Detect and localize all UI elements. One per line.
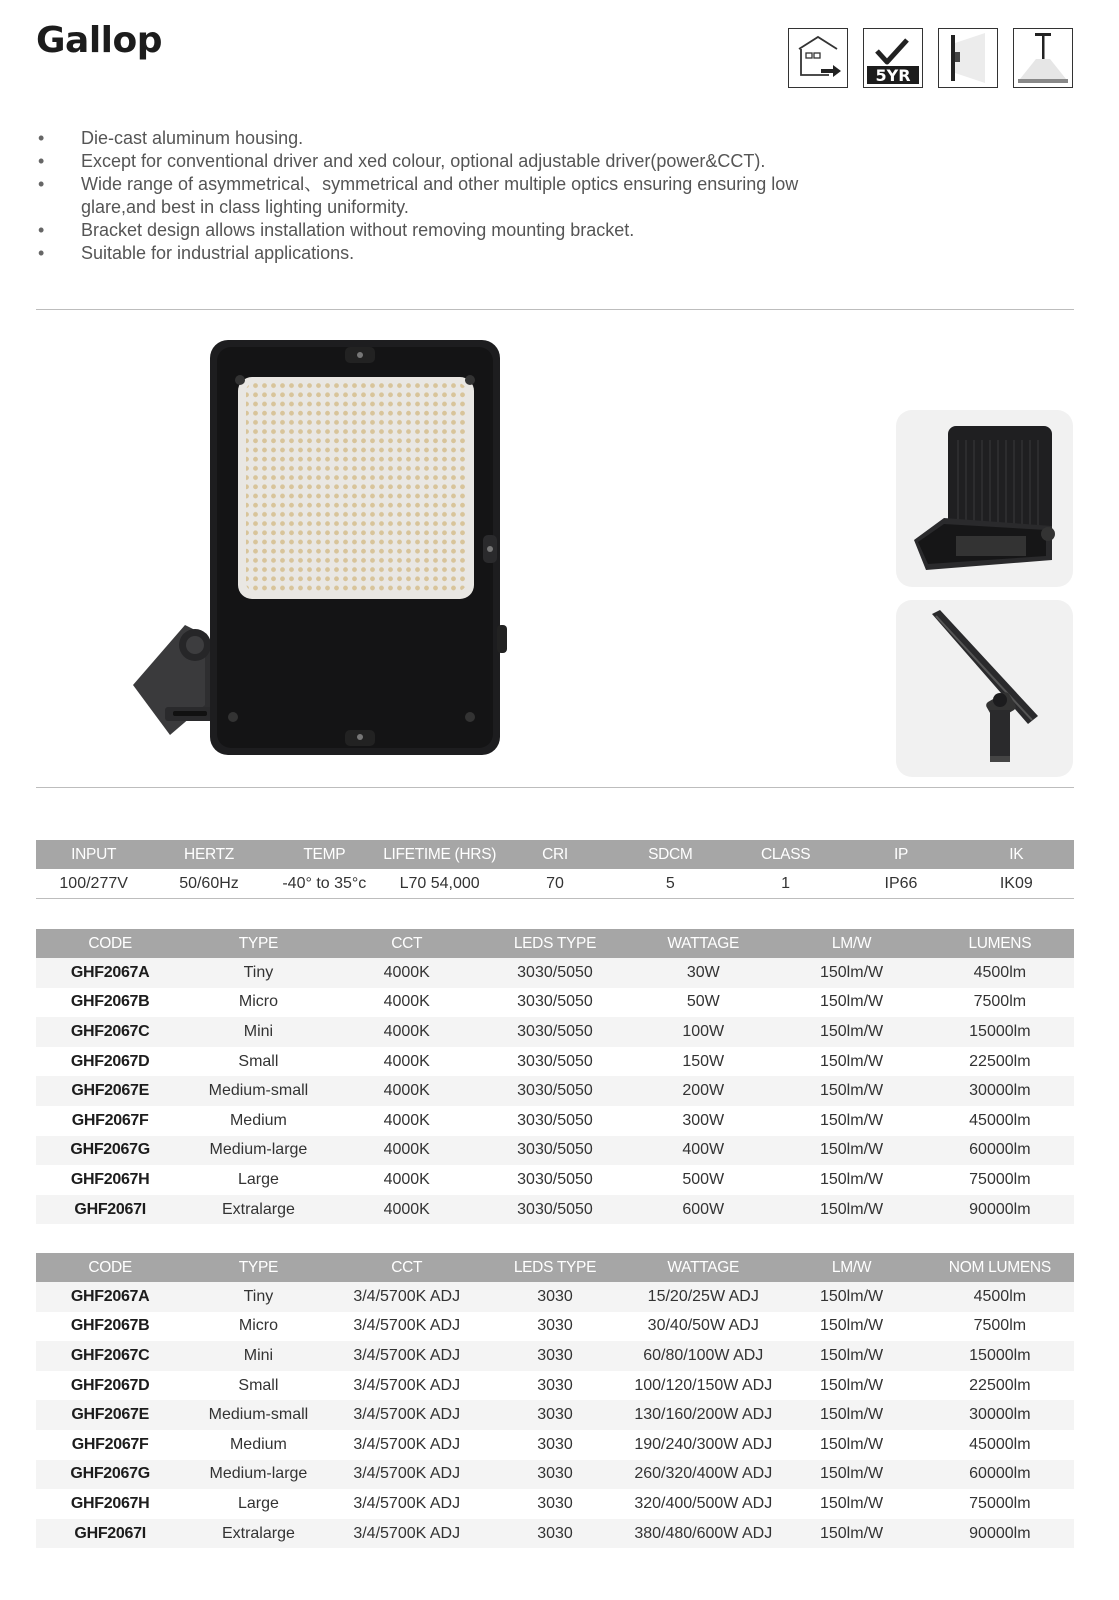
table-cell: 4000K <box>333 1106 481 1136</box>
column-header: CCT <box>333 1253 481 1282</box>
model-code-cell: GHF2067C <box>36 1017 184 1047</box>
table-cell: 4000K <box>333 988 481 1018</box>
table-cell: 150lm/W <box>777 1400 925 1430</box>
list-item: • Wide range of asymmetrical、symmetrical and other multiple optics ensuring ensuring low glare,and best in class lighting uniformity. <box>36 173 836 219</box>
table-cell: 75000lm <box>926 1489 1074 1519</box>
table-cell: 3030 <box>481 1341 629 1371</box>
table-cell: 150W <box>629 1047 777 1077</box>
floodlight-side-image <box>896 600 1073 777</box>
model-code-cell: GHF2067G <box>36 1460 184 1490</box>
model-code-cell: GHF2067D <box>36 1047 184 1077</box>
table-cell: 3/4/5700K ADJ <box>333 1400 481 1430</box>
table-cell: 100/277V <box>59 875 128 892</box>
table-cell: 100W <box>629 1017 777 1047</box>
table-cell: IK09 <box>999 875 1033 892</box>
table-cell: 4000K <box>333 1165 481 1195</box>
table-cell: 150lm/W <box>777 1519 925 1549</box>
table-cell: 45000lm <box>926 1106 1074 1136</box>
model-code-cell: GHF2067B <box>36 988 184 1018</box>
table-cell: Medium-large <box>184 1460 332 1490</box>
table-cell: 200W <box>629 1076 777 1106</box>
column-header: CODE <box>36 1253 184 1282</box>
table-cell: 30000lm <box>926 1076 1074 1106</box>
column-header: LUMENS <box>926 929 1074 958</box>
divider <box>36 309 1074 310</box>
table-cell: Extralarge <box>184 1519 332 1549</box>
table-cell: 3030/5050 <box>481 1165 629 1195</box>
table-cell: 30/40/50W ADJ <box>629 1312 777 1342</box>
table-cell: 3030/5050 <box>481 1017 629 1047</box>
column-header: NOM LUMENS <box>926 1253 1074 1282</box>
column-header: LIFETIME (HRS) <box>382 840 497 869</box>
warranty-badge <box>863 28 923 88</box>
model-code-cell: GHF2067E <box>36 1076 184 1106</box>
table-row <box>36 1312 1074 1342</box>
table-cell: 15000lm <box>926 1017 1074 1047</box>
table-row <box>36 1519 1074 1549</box>
table-cell: Extralarge <box>184 1195 332 1225</box>
table-row <box>36 1341 1074 1371</box>
column-header: SDCM <box>613 840 728 869</box>
table-cell: Medium <box>184 1430 332 1460</box>
table-cell: 3030 <box>481 1282 629 1312</box>
table-cell: 3/4/5700K ADJ <box>333 1312 481 1342</box>
table-cell: 150lm/W <box>777 1136 925 1166</box>
table-row <box>36 1076 1074 1106</box>
table-cell: 190/240/300W ADJ <box>629 1430 777 1460</box>
table-cell: 3030/5050 <box>481 988 629 1018</box>
table-cell: 60/80/100W ADJ <box>629 1341 777 1371</box>
table-cell: 3/4/5700K ADJ <box>333 1430 481 1460</box>
table-row <box>36 869 1074 899</box>
table-cell: 500W <box>629 1165 777 1195</box>
table-cell: Mini <box>184 1341 332 1371</box>
table-cell: 1 <box>781 875 791 892</box>
table-cell: 22500lm <box>926 1047 1074 1077</box>
table-cell: 5 <box>665 875 675 892</box>
column-header: CLASS <box>728 840 843 869</box>
table-cell: 50W <box>629 988 777 1018</box>
table-cell: 50/60Hz <box>179 875 239 892</box>
table-row <box>36 1165 1074 1195</box>
table-cell: L70 54,000 <box>399 875 480 892</box>
table-cell: 3/4/5700K ADJ <box>333 1282 481 1312</box>
table-cell: 320/400/500W ADJ <box>629 1489 777 1519</box>
model-table-fixed <box>36 929 1074 1224</box>
table-cell: 45000lm <box>926 1430 1074 1460</box>
table-cell: 150lm/W <box>777 1282 925 1312</box>
table-header-row <box>36 1253 1074 1282</box>
table-cell: Small <box>184 1047 332 1077</box>
table-cell: -40° to 35°c <box>282 875 367 892</box>
table-cell: 150lm/W <box>777 1195 925 1225</box>
model-code-cell: GHF2067I <box>36 1195 184 1225</box>
pole-mount-icon <box>1013 28 1073 88</box>
table-cell: 7500lm <box>926 1312 1074 1342</box>
model-code-cell: GHF2067B <box>36 1312 184 1342</box>
table-cell: 3030 <box>481 1371 629 1401</box>
table-cell: 4500lm <box>926 958 1074 988</box>
table-cell: 150lm/W <box>777 1341 925 1371</box>
table-cell: 260/320/400W ADJ <box>629 1460 777 1490</box>
table-cell: 3/4/5700K ADJ <box>333 1371 481 1401</box>
table-row <box>36 1282 1074 1312</box>
list-item: • Suitable for industrial applications. <box>36 242 1086 265</box>
table-cell: 3030/5050 <box>481 1047 629 1077</box>
page-title: Gallop <box>36 20 163 61</box>
column-header: TYPE <box>184 1253 332 1282</box>
table-cell: 15000lm <box>926 1341 1074 1371</box>
table-cell: 3030 <box>481 1430 629 1460</box>
table-cell: 70 <box>546 875 564 892</box>
table-row <box>36 1047 1074 1077</box>
table-cell: 60000lm <box>926 1136 1074 1166</box>
table-cell: 7500lm <box>926 988 1074 1018</box>
warranty-check-icon <box>877 40 907 62</box>
table-cell: 3030/5050 <box>481 958 629 988</box>
table-cell: 400W <box>629 1136 777 1166</box>
table-cell: 150lm/W <box>777 1106 925 1136</box>
model-code-cell: GHF2067C <box>36 1341 184 1371</box>
divider <box>36 898 1074 899</box>
table-cell: 3030/5050 <box>481 1106 629 1136</box>
table-cell: 100/120/150W ADJ <box>629 1371 777 1401</box>
column-header: IP <box>843 840 958 869</box>
table-cell: 4000K <box>333 1017 481 1047</box>
table-row <box>36 1489 1074 1519</box>
table-cell: 3030/5050 <box>481 1136 629 1166</box>
table-cell: 150lm/W <box>777 1430 925 1460</box>
table-cell: 150lm/W <box>777 1076 925 1106</box>
table-cell: 150lm/W <box>777 958 925 988</box>
certification-badges <box>788 28 1073 88</box>
table-cell: 3/4/5700K ADJ <box>333 1341 481 1371</box>
model-code-cell: GHF2067G <box>36 1136 184 1166</box>
table-cell: 90000lm <box>926 1519 1074 1549</box>
warranty-label: 5YR <box>875 66 911 85</box>
model-code-cell: GHF2067F <box>36 1430 184 1460</box>
table-cell: 60000lm <box>926 1460 1074 1490</box>
table-cell: 30000lm <box>926 1400 1074 1430</box>
table-cell: Large <box>184 1165 332 1195</box>
table-cell: 3030 <box>481 1400 629 1430</box>
column-header: TYPE <box>184 929 332 958</box>
table-cell: 600W <box>629 1195 777 1225</box>
table-cell: 4500lm <box>926 1282 1074 1312</box>
column-header: INPUT <box>36 840 151 869</box>
table-cell: 3030 <box>481 1312 629 1342</box>
table-cell: 380/480/600W ADJ <box>629 1519 777 1549</box>
table-cell: Tiny <box>184 1282 332 1312</box>
column-header: HERTZ <box>151 840 266 869</box>
wall-mount-icon <box>938 28 998 88</box>
table-row <box>36 1136 1074 1166</box>
column-header: CCT <box>333 929 481 958</box>
column-header: LM/W <box>777 1253 925 1282</box>
list-item: • Bracket design allows installation without removing mounting bracket. <box>36 219 1086 242</box>
table-cell: Micro <box>184 988 332 1018</box>
table-header-row <box>36 929 1074 958</box>
model-code-cell: GHF2067H <box>36 1489 184 1519</box>
table-row <box>36 1371 1074 1401</box>
table-cell: Medium-small <box>184 1076 332 1106</box>
column-header: TEMP <box>267 840 382 869</box>
table-cell: 22500lm <box>926 1371 1074 1401</box>
table-cell: 150lm/W <box>777 1017 925 1047</box>
model-code-cell: GHF2067A <box>36 1282 184 1312</box>
column-header: WATTAGE <box>629 929 777 958</box>
table-row <box>36 1460 1074 1490</box>
table-cell: Mini <box>184 1017 332 1047</box>
table-cell: 75000lm <box>926 1165 1074 1195</box>
table-cell: 130/160/200W ADJ <box>629 1400 777 1430</box>
table-cell: 3030 <box>481 1460 629 1490</box>
table-cell: 150lm/W <box>777 1489 925 1519</box>
model-code-cell: GHF2067E <box>36 1400 184 1430</box>
column-header: CRI <box>497 840 612 869</box>
indoor-outdoor-icon <box>788 28 848 88</box>
column-header: LEDS TYPE <box>481 1253 629 1282</box>
table-cell: 300W <box>629 1106 777 1136</box>
column-header: IK <box>959 840 1074 869</box>
column-header: LEDS TYPE <box>481 929 629 958</box>
table-cell: 30W <box>629 958 777 988</box>
table-header-row <box>36 840 1074 869</box>
table-cell: 4000K <box>333 1076 481 1106</box>
table-row <box>36 1106 1074 1136</box>
table-cell: 4000K <box>333 958 481 988</box>
table-cell: Medium <box>184 1106 332 1136</box>
table-row <box>36 1195 1074 1225</box>
table-cell: 90000lm <box>926 1195 1074 1225</box>
model-code-cell: GHF2067D <box>36 1371 184 1401</box>
table-cell: 4000K <box>333 1195 481 1225</box>
table-cell: 3030 <box>481 1519 629 1549</box>
table-cell: 3/4/5700K ADJ <box>333 1519 481 1549</box>
table-row <box>36 988 1074 1018</box>
list-item: • Die-cast aluminum housing. <box>36 127 1086 150</box>
table-cell: Tiny <box>184 958 332 988</box>
table-cell: 4000K <box>333 1136 481 1166</box>
table-cell: 150lm/W <box>777 1371 925 1401</box>
table-cell: Small <box>184 1371 332 1401</box>
table-row <box>36 958 1074 988</box>
table-cell: 150lm/W <box>777 1312 925 1342</box>
table-cell: 150lm/W <box>777 1460 925 1490</box>
model-code-cell: GHF2067I <box>36 1519 184 1549</box>
feature-list <box>36 127 1086 265</box>
floodlight-front-image <box>125 335 520 765</box>
divider <box>36 787 1074 788</box>
table-cell: IP66 <box>884 875 918 892</box>
table-row <box>36 1430 1074 1460</box>
table-row <box>36 1017 1074 1047</box>
table-cell: 3030 <box>481 1489 629 1519</box>
model-code-cell: GHF2067F <box>36 1106 184 1136</box>
table-cell: Large <box>184 1489 332 1519</box>
model-code-cell: GHF2067H <box>36 1165 184 1195</box>
table-cell: 3/4/5700K ADJ <box>333 1489 481 1519</box>
table-cell: 150lm/W <box>777 1165 925 1195</box>
table-cell: 15/20/25W ADJ <box>629 1282 777 1312</box>
table-cell: 150lm/W <box>777 988 925 1018</box>
table-cell: Micro <box>184 1312 332 1342</box>
table-cell: 3030/5050 <box>481 1195 629 1225</box>
column-header: LM/W <box>777 929 925 958</box>
table-cell: 3030/5050 <box>481 1076 629 1106</box>
table-cell: Medium-large <box>184 1136 332 1166</box>
table-cell: 4000K <box>333 1047 481 1077</box>
list-item: • Except for conventional driver and xed colour, optional adjustable driver(power&CCT). <box>36 150 1086 173</box>
table-cell: Medium-small <box>184 1400 332 1430</box>
table-row <box>36 1400 1074 1430</box>
floodlight-back-image <box>896 410 1073 587</box>
column-header: CODE <box>36 929 184 958</box>
spec-table <box>36 840 1074 899</box>
column-header: WATTAGE <box>629 1253 777 1282</box>
model-code-cell: GHF2067A <box>36 958 184 988</box>
table-cell: 3/4/5700K ADJ <box>333 1460 481 1490</box>
model-table-adjustable <box>36 1253 1074 1548</box>
table-cell: 150lm/W <box>777 1047 925 1077</box>
